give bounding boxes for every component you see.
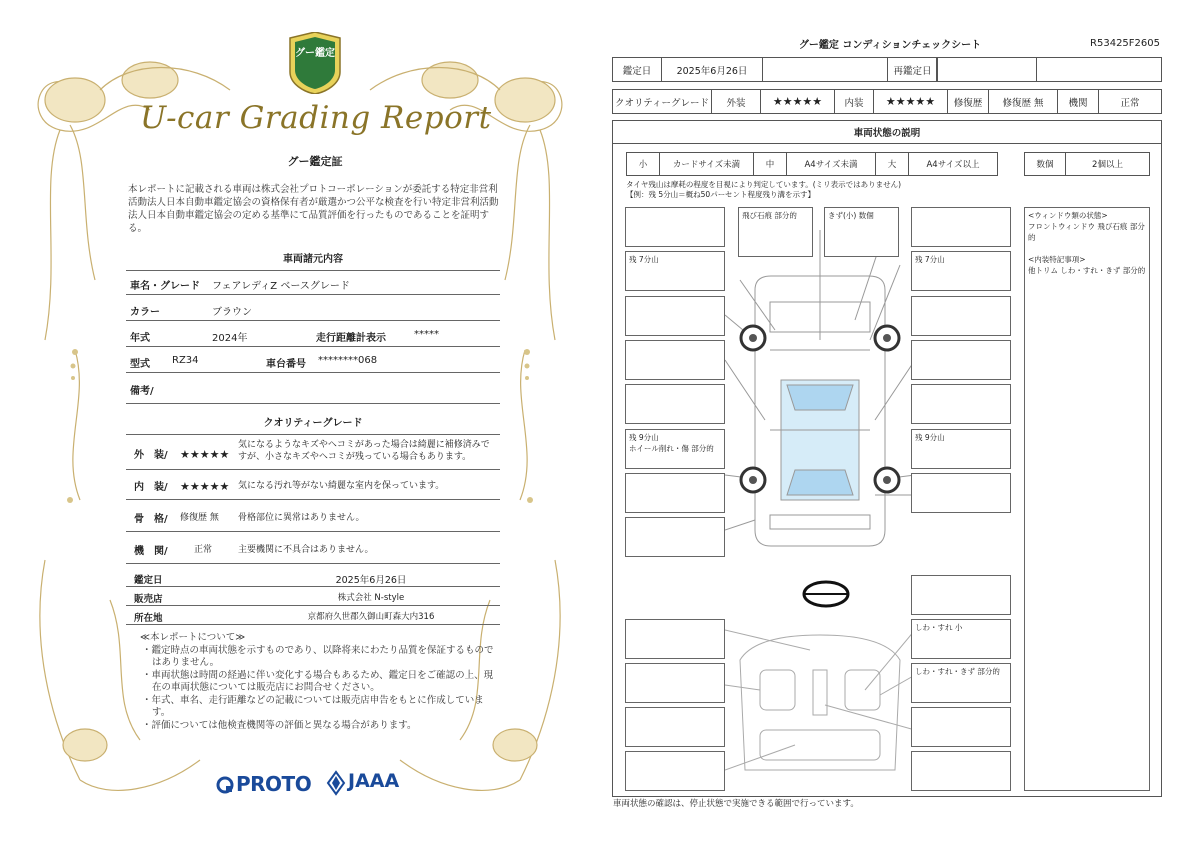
- legend-large-desc: A4サイズ以上: [908, 152, 998, 176]
- info-value: 京都府久世郡久御山町森大内316: [307, 612, 435, 622]
- quality-rating: ★★★★★: [180, 448, 230, 461]
- spec-value: RZ34: [172, 355, 199, 366]
- spec-row-color: [126, 296, 500, 321]
- condition-box: [625, 663, 725, 703]
- quality-desc: 主要機関に不具合はありません。: [238, 545, 374, 555]
- spec-value: 2024年: [212, 333, 248, 344]
- spec-row-remarks: [126, 374, 500, 404]
- condition-box: [911, 340, 1011, 380]
- note-item: ・車両状態は時間の経過に伴い変化する場合もあるため、鑑定日をご確認の上、現在の車両状態については販売店にお問合せください。: [142, 669, 494, 693]
- info-label: 販売店: [134, 594, 163, 605]
- legend-large: 大: [875, 152, 909, 176]
- condition-box: [625, 207, 725, 247]
- interior-rating: ★★★★★: [873, 89, 948, 114]
- special-notes-panel: <ウィンドウ類の状態> フロントウィンドウ 飛び石痕 部分的 <内装特記事項> 他トリム しわ・すれ・きず 部分的: [1024, 207, 1150, 791]
- condition-box-steering: [911, 575, 1011, 615]
- condition-box-rear-right-tire: 残 9分山: [911, 429, 1011, 469]
- spec-row-model: [126, 348, 500, 373]
- empty-cell: [937, 57, 1037, 82]
- quality-row-frame: [126, 500, 500, 532]
- exterior-rating: ★★★★★: [760, 89, 835, 114]
- info-label: 所在地: [134, 613, 163, 624]
- info-row-dealer: [126, 587, 500, 606]
- legend-small-desc: カードサイズ未満: [659, 152, 754, 176]
- condition-check-sheet: [600, 0, 1200, 848]
- condition-box: [911, 707, 1011, 747]
- legend-small: 小: [626, 152, 660, 176]
- spec-label: 型式: [130, 359, 150, 370]
- condition-box-front: きず(小) 数個: [824, 207, 899, 257]
- notes-heading: ≪本レポートについて≫: [140, 632, 246, 643]
- spec-label: 走行距離計表示: [316, 333, 386, 344]
- legend-mid-desc: A4サイズ未満: [786, 152, 876, 176]
- repair-label: 修復歴: [947, 89, 989, 114]
- quality-desc: 気になるようなキズやヘコミがあった場合は綺麗に補修済みですが、小さなキズやヘコミが残っている場合もあります。: [238, 440, 490, 462]
- condition-box: [625, 517, 725, 557]
- sheet-title: グー鑑定 コンディションチェックシート: [798, 40, 982, 51]
- note-item: ・年式、車名、走行距離などの記載については販売店申告をもとに作成しています。: [142, 694, 484, 718]
- engine-label: 機関: [1057, 89, 1099, 114]
- spec-row-year: [126, 322, 500, 347]
- quality-label: 内 装/: [134, 482, 168, 493]
- spec-section-title: 車両諸元内容: [283, 254, 343, 265]
- quality-desc: 気になる汚れ等がない綺麗な室内を保っています。: [238, 481, 445, 491]
- quality-label: 機 関/: [134, 546, 168, 557]
- quality-row-exterior: [126, 434, 500, 470]
- tire-example-note: 【例：残 5分山＝概ね50パーセント程度残り溝を示す】: [626, 190, 816, 199]
- spec-label: カラー: [130, 307, 160, 318]
- condition-box: [911, 384, 1011, 424]
- spec-value: ブラウン: [212, 307, 252, 318]
- legend-mid: 中: [753, 152, 787, 176]
- quality-label: 外 装/: [134, 450, 168, 461]
- condition-box-front-glass: 飛び石痕 部分的: [738, 207, 813, 257]
- legend-count: 数個: [1024, 152, 1066, 176]
- goo-kantei-badge: [286, 32, 344, 94]
- info-value: 株式会社 N-style: [337, 593, 405, 603]
- condition-box: [625, 473, 725, 513]
- condition-box-interior-2: しわ・すれ・きず 部分的: [911, 663, 1011, 703]
- condition-box: [625, 340, 725, 380]
- spec-label: 車台番号: [266, 359, 306, 370]
- quality-row-engine: [126, 532, 500, 564]
- condition-box-front-right-tire: 残 7分山: [911, 251, 1011, 291]
- spec-label: 車名・グレード: [130, 281, 200, 292]
- exterior-label: 外装: [711, 89, 761, 114]
- tire-note: タイヤ残山は摩耗の程度を目視により判定しています。(ミリ表示ではありません): [626, 180, 902, 189]
- quality-rating: ★★★★★: [180, 480, 230, 493]
- info-value: 2025年6月26日: [335, 575, 407, 586]
- info-label: 鑑定日: [134, 575, 163, 586]
- sheet-id: R53425F2605: [1090, 38, 1160, 49]
- footer-note: 車両状態の確認は、停止状態で実施できる範囲で行っています。: [613, 799, 859, 809]
- condition-box: [911, 751, 1011, 791]
- spec-value: *****: [414, 329, 439, 340]
- quality-rating: 正常: [194, 545, 213, 555]
- info-row-date: [126, 568, 500, 587]
- badge-label: グー鑑定: [295, 48, 335, 59]
- date-label: 鑑定日: [612, 57, 662, 82]
- condition-box: [625, 619, 725, 659]
- proto-logo: PROTO: [236, 772, 312, 796]
- note-item: ・評価については他検査機関等の評価と異なる場合があります。: [142, 719, 417, 731]
- certificate-title: グー鑑定証: [287, 155, 343, 168]
- jaaa-logo: JAAA: [348, 770, 400, 792]
- report-title: U-car Grading Report: [140, 100, 492, 136]
- condition-box: [625, 384, 725, 424]
- spec-label: 年式: [130, 333, 150, 344]
- condition-box: [911, 473, 1011, 513]
- note-item: ・鑑定時点の車両状態を示すものであり、以降将来にわたり品質を保証するものではありません。: [142, 644, 494, 668]
- section-title: 車両状態の説明: [612, 120, 1162, 144]
- condition-box: [625, 296, 725, 336]
- quality-rating: 修復歴 無: [180, 513, 219, 523]
- jaaa-logo-icon: [326, 770, 346, 796]
- empty-cell: [1036, 57, 1162, 82]
- condition-box-rear-left-tire: 残 9分山 ホイール削れ・傷 部分的: [625, 429, 725, 469]
- re-date-label: 再鑑定日: [887, 57, 938, 82]
- empty-cell: [762, 57, 888, 82]
- report-notes: [140, 632, 500, 732]
- condition-box: [625, 751, 725, 791]
- proto-logo-icon: [216, 776, 234, 794]
- quality-section-title: クオリティーグレード: [263, 418, 363, 429]
- legend-count-desc: 2個以上: [1065, 152, 1150, 176]
- spec-value: フェアレディZ ベースグレード: [212, 281, 350, 292]
- engine-value: 正常: [1098, 89, 1162, 114]
- spec-row-name: [126, 270, 500, 295]
- quality-label: 骨 格/: [134, 514, 168, 525]
- condition-box: [625, 707, 725, 747]
- date-value: 2025年6月26日: [661, 57, 763, 82]
- condition-box: [911, 296, 1011, 336]
- info-row-address: [126, 606, 500, 625]
- condition-box-interior-1: しわ・すれ 小: [911, 619, 1011, 659]
- grade-label: クオリティーグレード: [612, 89, 712, 114]
- certificate-description: 本レポートに記載される車両は株式会社プロトコーポレーションが委託する特定非営利活動法人日本自動車鑑定協会の資格保有者が厳選かつ公平な検査を行い特定非営利活動法人日本自動車鑑定協会の定める基準にて品質評価を行ったものであることを証明する。: [128, 184, 499, 234]
- quality-row-interior: [126, 470, 500, 500]
- quality-desc: 骨格部位に異常はありません。: [238, 513, 365, 523]
- interior-label: 内装: [834, 89, 874, 114]
- spec-value: ********068: [318, 355, 378, 366]
- repair-value: 修復歴 無: [988, 89, 1058, 114]
- spec-label: 備考/: [130, 386, 154, 397]
- condition-box-front-left-tire: 残 7分山: [625, 251, 725, 291]
- condition-box: [911, 207, 1011, 247]
